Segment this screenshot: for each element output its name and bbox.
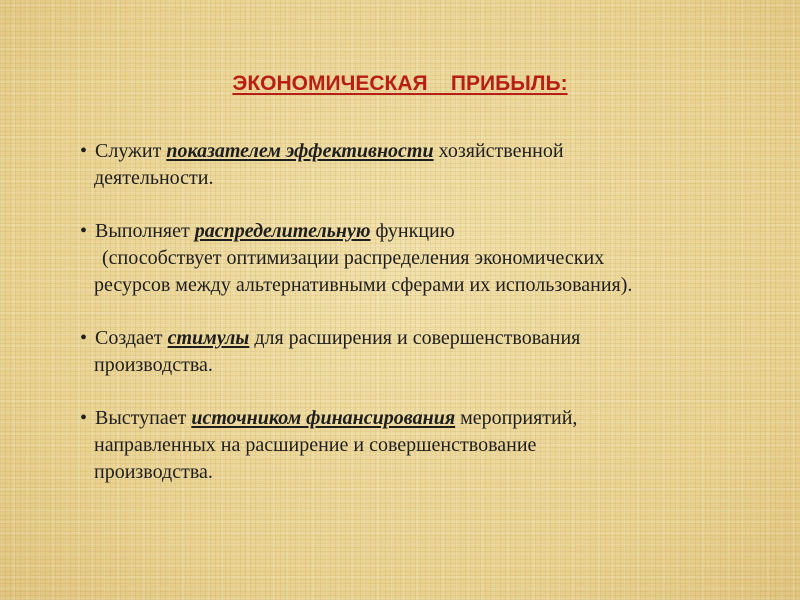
bullet-line: направленных на расширение и совершенствование (94, 434, 537, 456)
bullet-line: производства. (94, 461, 213, 483)
bullet-line: Создает стимулы для расширения и совершенствования (95, 327, 581, 349)
bullet-marker: • (80, 220, 88, 242)
emphasis-term: стимулы (167, 327, 250, 349)
bullet-item-financing (80, 405, 770, 486)
bullet-list (80, 138, 770, 512)
bullet-item-distribution (80, 218, 770, 299)
bullet-item-indicator (80, 138, 770, 192)
bullet-marker: • (80, 140, 88, 162)
bullet-line: Выступает источником финансирования мероприятий, (95, 407, 578, 429)
bullet-marker: • (80, 327, 88, 349)
bullet-line: ресурсов между альтернативными сферами их использования). (94, 274, 633, 296)
bullet-line: (способствует оптимизации распределения экономических (102, 247, 605, 269)
slide-title: ЭКОНОМИЧЕСКАЯ ПРИБЫЛЬ: (232, 72, 568, 95)
bullet-item-incentives (80, 325, 770, 379)
emphasis-term: источником финансирования (191, 407, 456, 429)
emphasis-term: показателем эффективности (166, 140, 434, 162)
bullet-line: Выполняет распределительную функцию (95, 220, 455, 242)
emphasis-term: распределительную (194, 220, 371, 242)
bullet-marker: • (80, 407, 88, 429)
bullet-line: Служит показателем эффективности хозяйственной (95, 140, 564, 162)
bullet-line: деятельности. (94, 167, 214, 189)
bullet-line: производства. (94, 354, 213, 376)
